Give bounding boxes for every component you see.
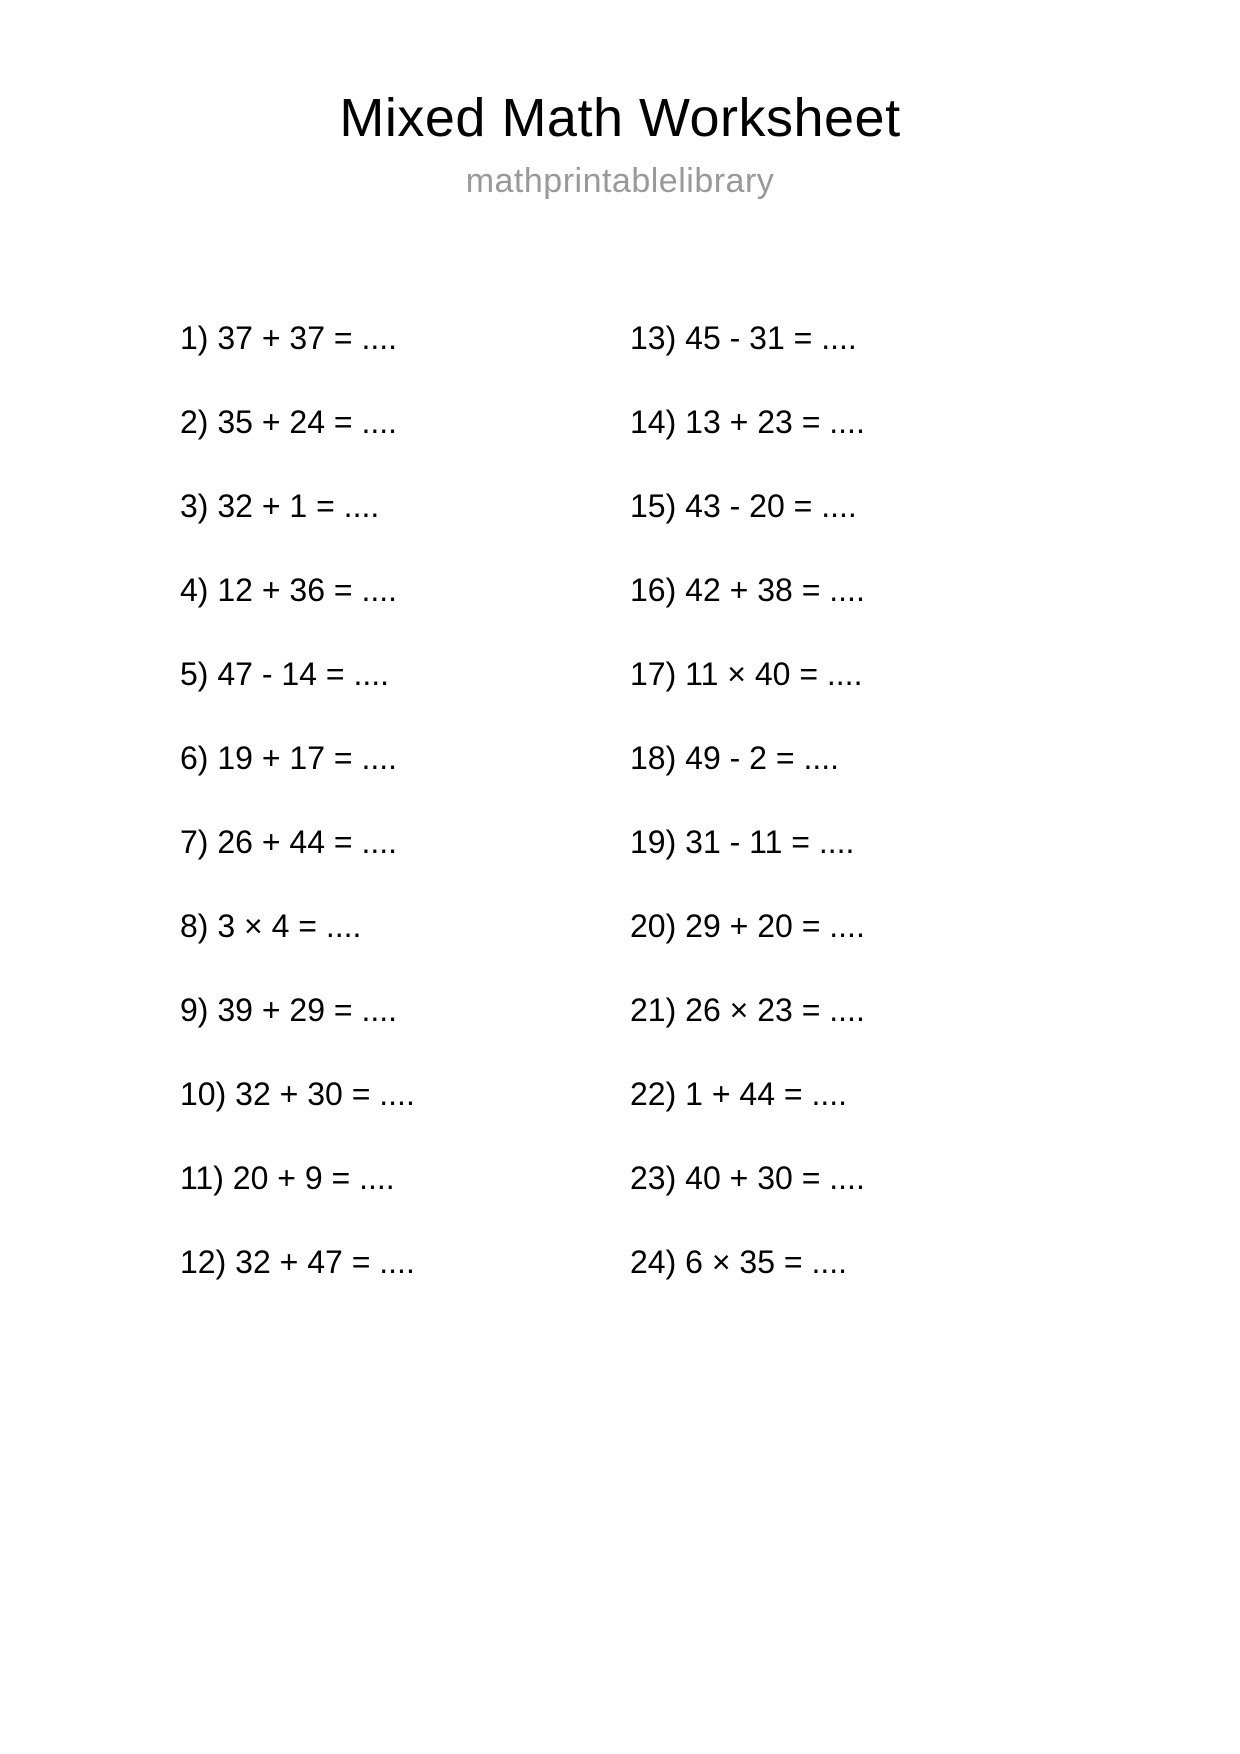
problems-column-left <box>180 322 415 1330</box>
problem-row: 7) 26 + 44 = .... <box>180 824 398 860</box>
problem-row: 6) 19 + 17 = .... <box>180 740 398 776</box>
problem-row: 3) 32 + 1 = .... <box>180 488 380 524</box>
problem-row: 20) 29 + 20 = .... <box>630 908 865 944</box>
problem-row: 15) 43 - 20 = .... <box>630 488 857 524</box>
problem-row: 17) 11 × 40 = .... <box>630 656 863 692</box>
problem-row: 11) 20 + 9 = .... <box>180 1160 395 1196</box>
problem-row: 24) 6 × 35 = .... <box>630 1244 848 1280</box>
problem-row: 22) 1 + 44 = .... <box>630 1076 848 1112</box>
problem-row: 5) 47 - 14 = .... <box>180 656 389 692</box>
problem-row: 18) 49 - 2 = .... <box>630 740 839 776</box>
problem-row: 16) 42 + 38 = .... <box>630 572 865 608</box>
problem-row: 19) 31 - 11 = .... <box>630 824 855 860</box>
page-subtitle: mathprintablelibrary <box>465 161 775 200</box>
problem-row: 2) 35 + 24 = .... <box>180 404 398 440</box>
problem-row: 12) 32 + 47 = .... <box>180 1244 415 1280</box>
problems-column-right <box>630 322 865 1330</box>
problem-row: 10) 32 + 30 = .... <box>180 1076 415 1112</box>
problem-row: 1) 37 + 37 = .... <box>180 320 398 356</box>
problem-row: 4) 12 + 36 = .... <box>180 572 398 608</box>
problem-row: 14) 13 + 23 = .... <box>630 404 865 440</box>
problem-row: 21) 26 × 23 = .... <box>630 992 865 1028</box>
problem-row: 13) 45 - 31 = .... <box>630 320 857 356</box>
worksheet-header <box>0 90 1240 201</box>
problem-row: 8) 3 × 4 = .... <box>180 908 362 944</box>
problem-row: 23) 40 + 30 = .... <box>630 1160 865 1196</box>
problem-row: 9) 39 + 29 = .... <box>180 992 398 1028</box>
page-title: Mixed Math Worksheet <box>339 88 901 148</box>
